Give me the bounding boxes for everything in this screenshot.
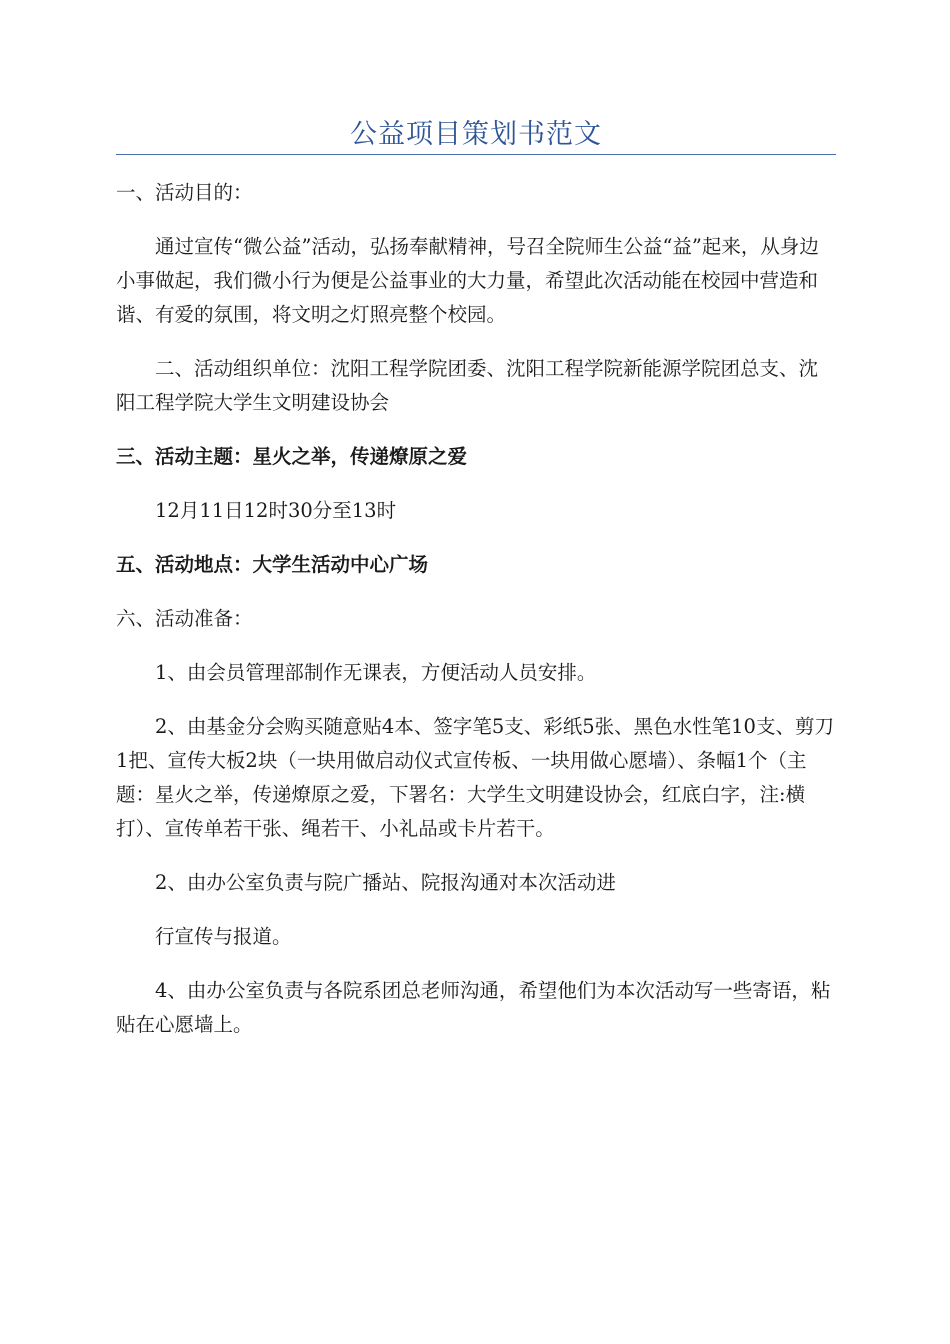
document-title: 公益项目策划书范文 [350,119,602,150]
list-item-prep-4: 4、由办公室负责与各院系团总老师沟通，希望他们为本次活动写一些寄语，粘贴在心愿墙上。 [116,979,831,1036]
list-item-prep-3-cont: 行宣传与报道。 [155,925,292,948]
heading-theme: 三、活动主题：星火之举，传递燎原之爱 [116,445,468,468]
document-body [116,176,836,1062]
paragraph-organizers: 二、活动组织单位：沈阳工程学院团委、沈阳工程学院新能源学院团总支、沈阳工程学院大学生文明建设协会 [116,357,819,414]
list-item-prep-2: 2、由基金分会购买随意贴4本、签字笔5支、彩纸5张、黑色水性笔10支、剪刀1把、宣传大板2块（一块用做启动仪式宣传板、一块用做心愿墙）、条幅1个（主题：星火之举，传递燎原之爱，下署名：大学生文明建设协会，红底白字，注:横打）、宣传单若干张、绳若干、小礼品或卡片若干。 [116,715,834,840]
title-underline [116,154,836,155]
list-item-prep-3: 2、由办公室负责与院广播站、院报沟通对本次活动进 [155,871,616,894]
paragraph-purpose: 通过宣传“微公益”活动，弘扬奉献精神，号召全院师生公益“益”起来，从身边小事做起，我们微小行为便是公益事业的大力量，希望此次活动能在校园中营造和谐、有爱的氛围，将文明之灯照亮整个校园。 [116,235,819,326]
heading-preparation: 六、活动准备： [116,607,253,630]
heading-location: 五、活动地点：大学生活动中心广场 [116,553,429,576]
paragraph-time: 12月11日12时30分至13时 [155,499,397,522]
list-item-prep-1: 1、由会员管理部制作无课表，方便活动人员安排。 [155,661,597,684]
heading-purpose: 一、活动目的： [116,181,253,204]
